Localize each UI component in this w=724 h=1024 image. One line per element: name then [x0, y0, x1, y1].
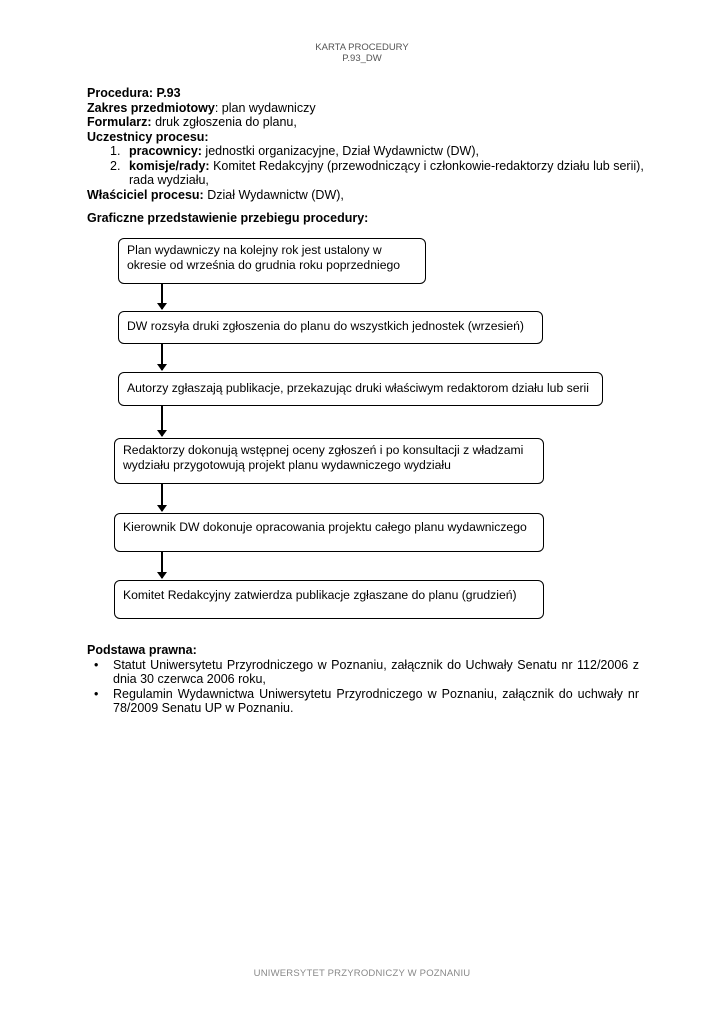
procedure-meta [87, 86, 647, 202]
flow-step-3: Autorzy zgłaszają publikacje, przekazując druki właściwym redaktorom działu lub serii [118, 372, 603, 406]
header-title: KARTA PROCEDURY [315, 42, 409, 53]
flow-arrow [161, 344, 163, 370]
header-code: P.93_DW [342, 53, 382, 64]
flow-arrow [161, 552, 163, 578]
list-item: 2. komisje/rady: Komitet Redakcyjny (przewodniczący i członkowie-redaktorzy działu lub serii), rada wydziału, [110, 158, 644, 187]
page-header [0, 42, 724, 64]
flow-step-5: Kierownik DW dokonuje opracowania projektu całego planu wydawniczego [114, 513, 544, 552]
diagram-title: Graficzne przedstawienie przebiegu procedury: [87, 211, 369, 225]
participants-heading: Uczestnicy procesu: [87, 129, 209, 144]
legal-list [87, 658, 639, 716]
flow-step-1: Plan wydawniczy na kolejny rok jest ustalony w okresie od września do grudnia roku poprzedniego [118, 238, 426, 284]
list-item: 1. pracownicy: jednostki organizacyjne, Dział Wydawnictw (DW), [110, 144, 479, 158]
process-owner: Właściciel procesu: Dział Wydawnictw (DW), [87, 187, 344, 202]
procedure-form: Formularz: druk zgłoszenia do planu, [87, 115, 297, 129]
legal-basis [87, 643, 639, 716]
flow-step-2: DW rozsyła druki zgłoszenia do planu do wszystkich jednostek (wrzesień) [118, 311, 543, 344]
flow-step-6: Komitet Redakcyjny zatwierdza publikacje zgłaszane do planu (grudzień) [114, 580, 544, 619]
procedure-number: Procedura: P.93 [87, 86, 181, 100]
flow-step-4: Redaktorzy dokonują wstępnej oceny zgłoszeń i po konsultacji z władzami wydziału przygotowują projekt planu wydawniczego wydziału [114, 438, 544, 484]
page-footer: UNIWERSYTET PRZYRODNICZY W POZNANIU [253, 968, 471, 979]
flow-arrow [161, 284, 163, 309]
list-item: • Regulamin Wydawnictwa Uniwersytetu Przyrodniczego w Poznaniu, załącznik do uchwały nr 78/2009 Senatu UP w Poznaniu. [87, 687, 639, 716]
participants-list [87, 144, 647, 188]
flow-arrow [161, 406, 163, 436]
procedure-scope: Zakres przedmiotowy: plan wydawniczy [87, 100, 316, 115]
flow-arrow [161, 484, 163, 511]
legal-title: Podstawa prawna: [87, 643, 197, 657]
list-item: • Statut Uniwersytetu Przyrodniczego w Poznaniu, załącznik do Uchwały Senatu nr 112/2006 z dnia 30 czerwca 2006 roku, [87, 658, 639, 687]
